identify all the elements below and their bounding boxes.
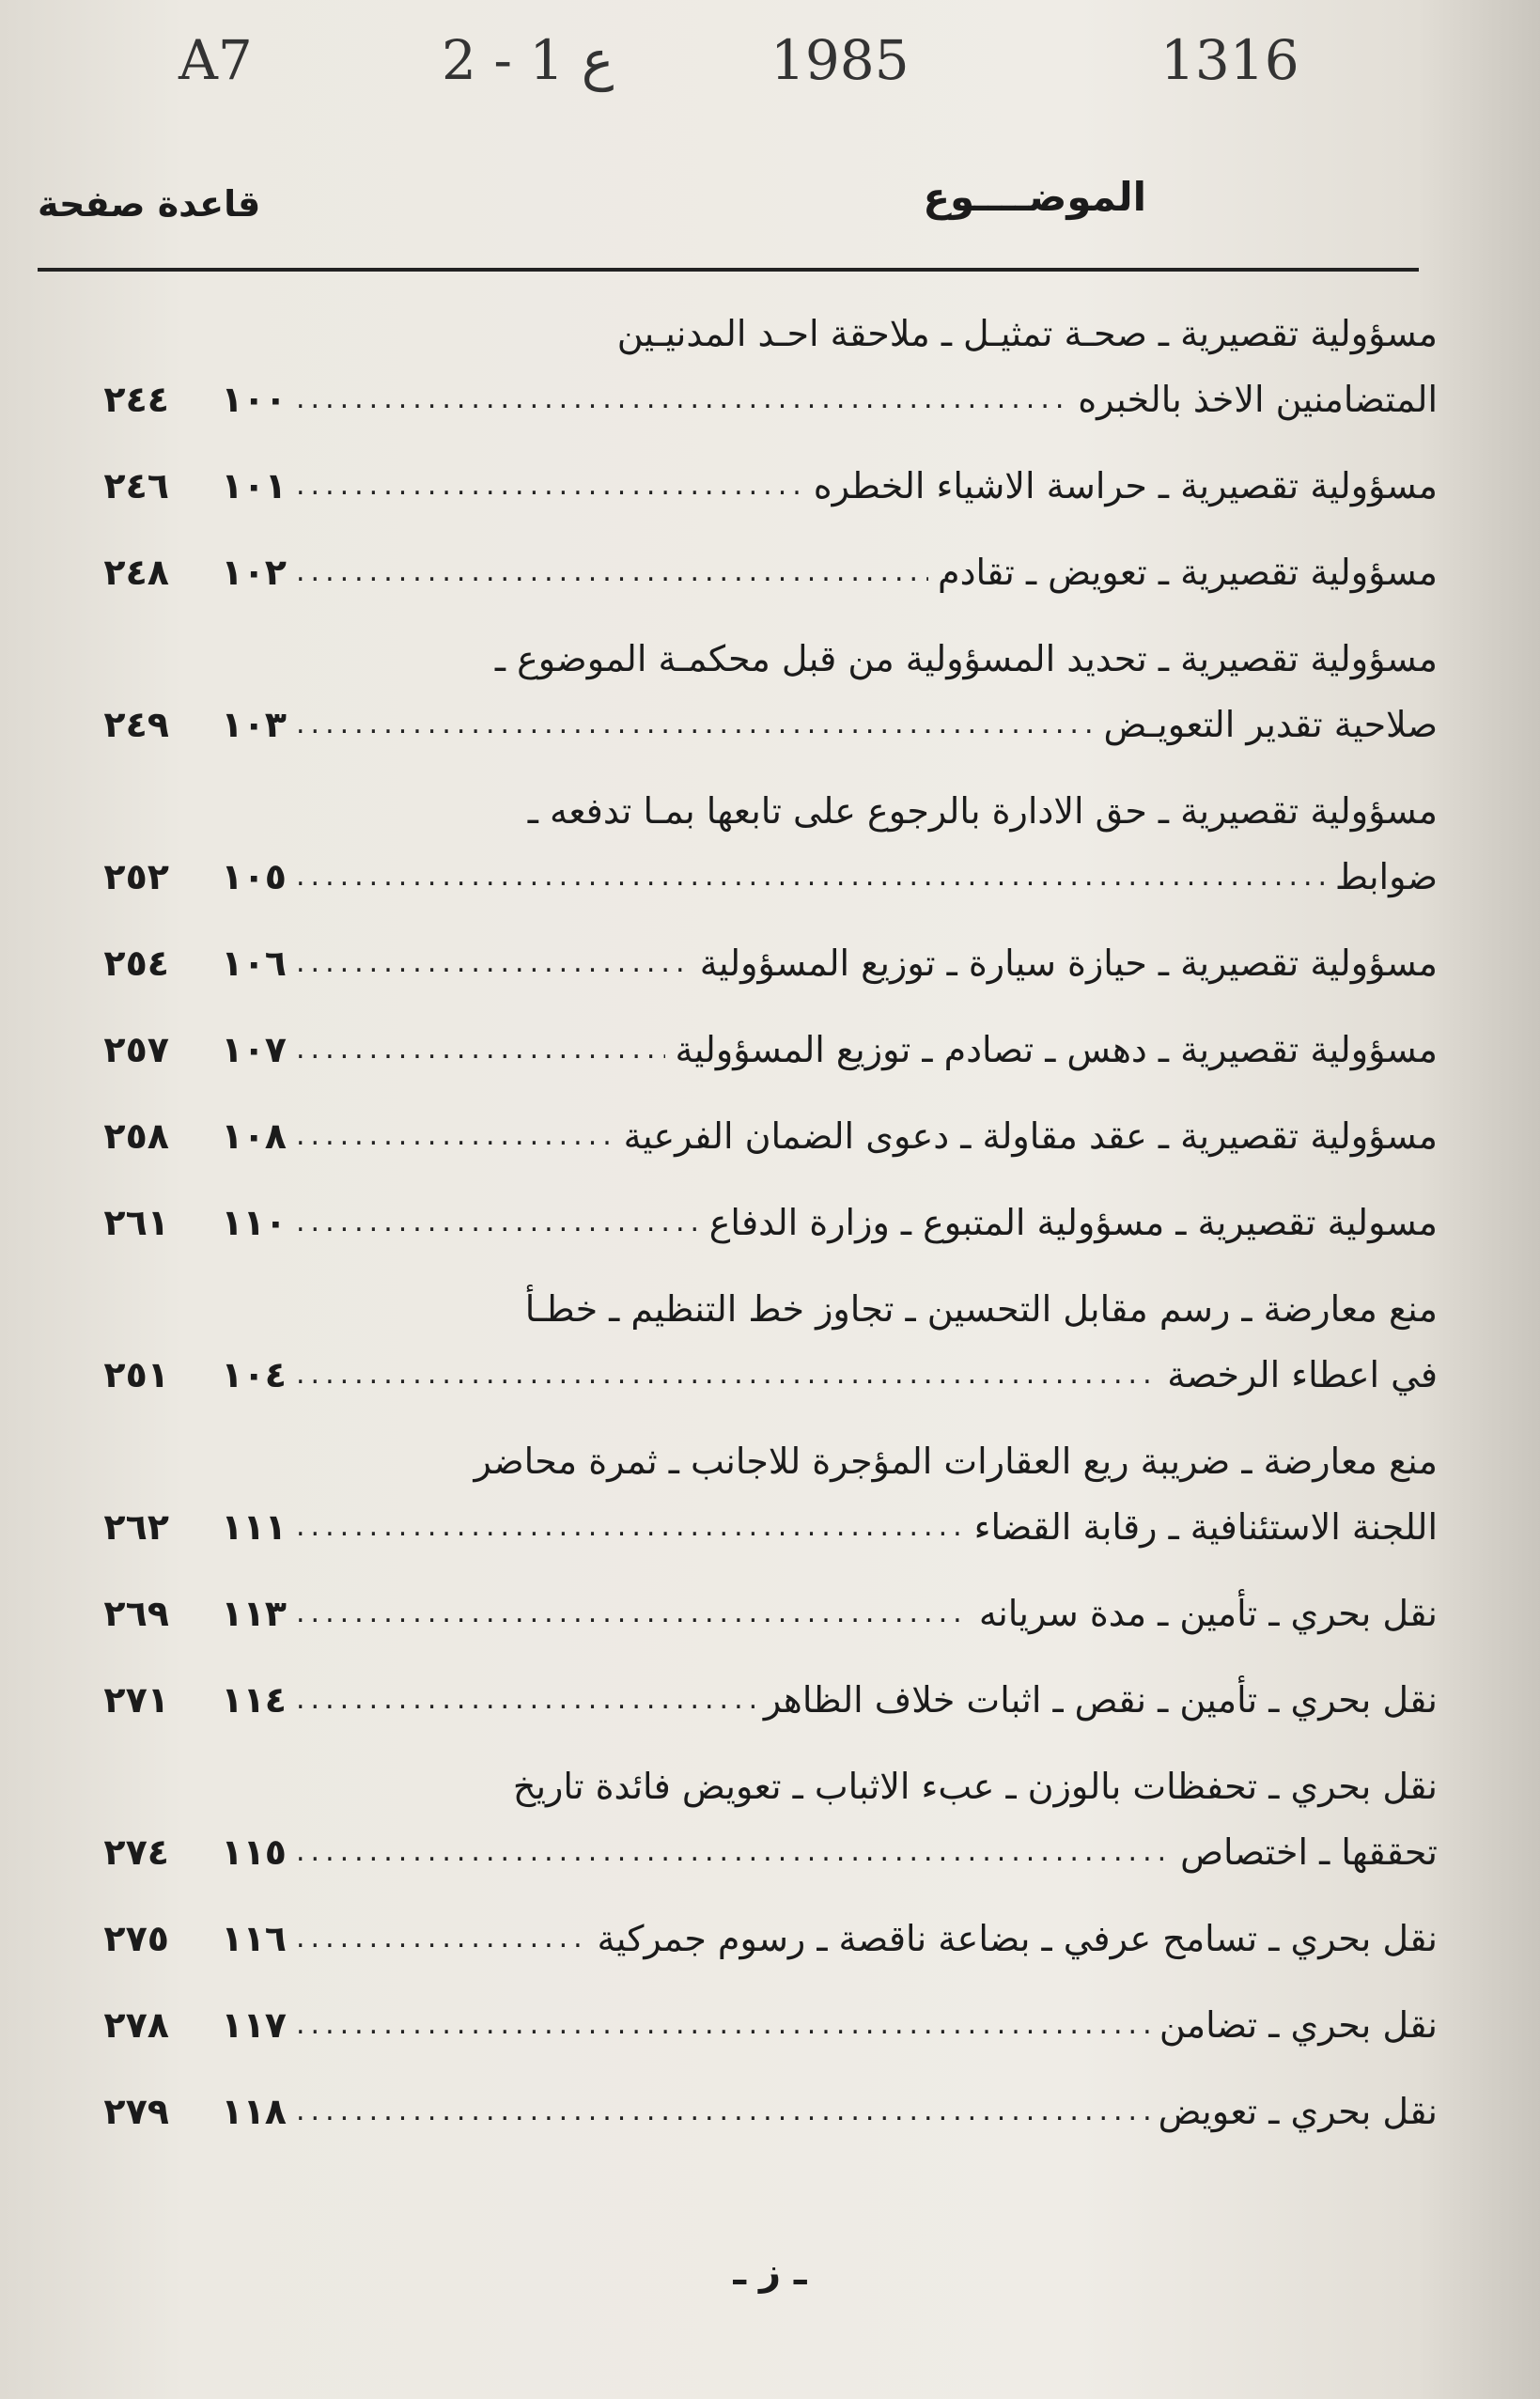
index-entry xyxy=(75,1753,1438,1885)
rule-number: ١١٨ xyxy=(221,2091,287,2132)
entry-reference xyxy=(75,844,287,910)
index-entry xyxy=(75,453,1438,519)
entry-text: مسؤولية تقصيرية ـ حيازة سيارة ـ توزيع المسؤولية xyxy=(699,942,1438,984)
entry-text: مسولية تقصيرية ـ مسؤولية المتبوع ـ وزارة الدفاع xyxy=(708,1202,1438,1243)
entry-text: مسؤولية تقصيرية ـ حق الادارة بالرجوع على تابعها بمـا تدفعه ـ xyxy=(527,790,1438,832)
page-number: ٢٦٢ xyxy=(103,1506,169,1548)
rule-number: ١١٣ xyxy=(221,1593,287,1634)
entry-line xyxy=(75,366,1438,432)
dot-leader xyxy=(296,539,928,605)
index-entry xyxy=(75,2079,1438,2144)
entry-text: نقل بحري ـ تضامن xyxy=(1159,2004,1438,2046)
entry-text: نقل بحري ـ تحفظات بالوزن ـ عبء الاثباب ـ تعويض فائدة تاريخ xyxy=(512,1766,1438,1807)
page-number: ٢٥٧ xyxy=(103,1029,169,1070)
page-letter: ـ ز ـ xyxy=(733,2251,807,2294)
dot-leader xyxy=(296,1190,700,1255)
entry-reference xyxy=(75,1342,287,1408)
rule-number: ١٠٨ xyxy=(221,1115,287,1157)
entry-line xyxy=(75,692,1438,757)
entry-text: مسؤولية تقصيرية ـ صحـة تمثيـل ـ ملاحقة احـد المدنيـين xyxy=(616,313,1438,354)
rule-number: ١٠٦ xyxy=(221,942,287,984)
dot-leader xyxy=(296,1017,665,1083)
dot-leader xyxy=(296,1103,614,1169)
dot-leader xyxy=(296,1494,965,1560)
entry-line xyxy=(75,1906,1438,1971)
entry-line xyxy=(75,2079,1438,2144)
entry-text: اللجنة الاستئنافية ـ رقابة القضاء xyxy=(973,1506,1438,1548)
rule-number: ١١٧ xyxy=(221,2004,287,2046)
entry-line xyxy=(75,1190,1438,1255)
page-number: ٢٤٤ xyxy=(103,379,169,420)
entry-text: مسؤولية تقصيرية ـ تحديد المسؤولية من قبل محكمـة الموضوع ـ xyxy=(494,638,1438,679)
page-number: ٢٧٨ xyxy=(103,2004,169,2046)
entry-text: مسؤولية تقصيرية ـ تعويض ـ تقادم xyxy=(938,552,1438,593)
entry-text: صلاحية تقدير التعويـض xyxy=(1103,704,1438,745)
page-number: ٢٧٩ xyxy=(103,2091,169,2132)
entry-text: تحققها ـ اختصاص xyxy=(1180,1831,1438,1873)
entry-reference xyxy=(75,1190,287,1255)
entry-text: المتضامنين الاخذ بالخبره xyxy=(1078,379,1438,420)
rule-page-column-heading: قاعدة صفحة xyxy=(38,183,261,225)
index-entry xyxy=(75,1992,1438,2058)
dot-leader xyxy=(296,1906,587,1971)
entry-line xyxy=(75,778,1438,844)
entry-text: نقل بحري ـ تأمين ـ مدة سريانه xyxy=(978,1593,1438,1634)
dot-leader xyxy=(296,1667,754,1733)
entry-reference xyxy=(75,930,287,996)
handwritten-note-a7: A7 xyxy=(179,28,253,92)
header-divider xyxy=(38,268,1419,272)
entry-line xyxy=(75,1753,1438,1819)
rule-number: ١١١ xyxy=(221,1506,287,1548)
page-number: ٢٥٢ xyxy=(103,856,169,897)
rule-number: ١١٠ xyxy=(221,1202,287,1243)
rule-number: ١٠٥ xyxy=(221,856,287,897)
index-entry xyxy=(75,539,1438,605)
page-number: ٢٦١ xyxy=(103,1202,169,1243)
entry-text: منع معارضة ـ ضريبة ريع العقارات المؤجرة للاجانب ـ ثمرة محاضر xyxy=(474,1441,1438,1482)
entry-line xyxy=(75,1581,1438,1646)
page-number: ٢٤٨ xyxy=(103,552,169,593)
entry-reference xyxy=(75,1906,287,1971)
rule-number: ١٠٢ xyxy=(221,552,287,593)
entry-reference xyxy=(75,453,287,519)
entry-text: مسؤولية تقصيرية ـ عقد مقاولة ـ دعوى الضمان الفرعية xyxy=(623,1115,1438,1157)
rule-number: ١٠٠ xyxy=(221,379,287,420)
index-entry xyxy=(75,778,1438,910)
entry-reference xyxy=(75,1017,287,1083)
entry-line xyxy=(75,626,1438,692)
entry-reference xyxy=(75,2079,287,2144)
page-number: ٢٦٩ xyxy=(103,1593,169,1634)
entry-reference xyxy=(75,539,287,605)
entry-text: نقل بحري ـ تأمين ـ نقص ـ اثبات خلاف الظاهر xyxy=(763,1679,1438,1721)
handwritten-note-volume: 2 - 1 ع xyxy=(442,28,614,92)
entry-line xyxy=(75,844,1438,910)
entry-line xyxy=(75,1342,1438,1408)
index-entry xyxy=(75,1103,1438,1169)
entry-line xyxy=(75,1103,1438,1169)
dot-leader xyxy=(296,1342,1158,1408)
rule-number: ١٠٧ xyxy=(221,1029,287,1070)
dot-leader xyxy=(296,692,1094,757)
entry-line xyxy=(75,453,1438,519)
index-entry xyxy=(75,1667,1438,1733)
rule-number: ١٠٣ xyxy=(221,704,287,745)
index-entry xyxy=(75,301,1438,432)
index-entry xyxy=(75,1906,1438,1971)
entry-line xyxy=(75,930,1438,996)
dot-leader xyxy=(296,1819,1171,1885)
entry-text: مسؤولية تقصيرية ـ دهس ـ تصادم ـ توزيع المسؤولية xyxy=(675,1029,1438,1070)
page-number: ٢٧٥ xyxy=(103,1918,169,1959)
entry-line xyxy=(75,301,1438,366)
handwritten-note-number: 1316 xyxy=(1160,28,1299,92)
page-number: ٢٥١ xyxy=(103,1354,169,1395)
index-entry xyxy=(75,1017,1438,1083)
entry-text: نقل بحري ـ تعويض xyxy=(1158,2091,1438,2132)
handwritten-note-year: 1985 xyxy=(770,28,910,92)
dot-leader xyxy=(296,844,1326,910)
entry-line xyxy=(75,1667,1438,1733)
rule-number: ١١٤ xyxy=(221,1679,287,1721)
index-entry xyxy=(75,930,1438,996)
entry-text: ضوابط xyxy=(1334,856,1438,897)
page-number: ٢٧٤ xyxy=(103,1831,169,1873)
entry-line xyxy=(75,1494,1438,1560)
dot-leader xyxy=(296,1992,1150,2058)
rule-number: ١١٦ xyxy=(221,1918,287,1959)
index-entry xyxy=(75,1428,1438,1560)
page-number: ٢٤٦ xyxy=(103,465,169,506)
rule-number: ١٠١ xyxy=(221,465,287,506)
dot-leader xyxy=(296,930,691,996)
index-header xyxy=(38,174,1419,240)
dot-leader xyxy=(296,2079,1149,2144)
entry-line xyxy=(75,1992,1438,2058)
entry-line xyxy=(75,1428,1438,1494)
index-entry xyxy=(75,1276,1438,1408)
index-entries xyxy=(75,301,1438,2165)
entry-text: منع معارضة ـ رسم مقابل التحسين ـ تجاوز خط التنظيم ـ خطـأ xyxy=(524,1288,1438,1330)
entry-line xyxy=(75,1276,1438,1342)
rule-number: ١٠٤ xyxy=(221,1354,287,1395)
entry-reference xyxy=(75,1494,287,1560)
entry-text: في اعطاء الرخصة xyxy=(1167,1354,1438,1395)
dot-leader xyxy=(296,453,804,519)
index-entry xyxy=(75,1190,1438,1255)
entry-reference xyxy=(75,1103,287,1169)
subject-column-heading: الموضــــوع xyxy=(923,174,1146,220)
entry-line xyxy=(75,1017,1438,1083)
entry-reference xyxy=(75,366,287,432)
rule-number: ١١٥ xyxy=(221,1831,287,1873)
page-number: ٢٧١ xyxy=(103,1679,169,1721)
entry-reference xyxy=(75,1992,287,2058)
dot-leader xyxy=(296,366,1068,432)
entry-line xyxy=(75,1819,1438,1885)
page-number: ٢٥٤ xyxy=(103,942,169,984)
entry-reference xyxy=(75,1819,287,1885)
entry-reference xyxy=(75,692,287,757)
dot-leader xyxy=(296,1581,970,1646)
page-number: ٢٥٨ xyxy=(103,1115,169,1157)
page-number: ٢٤٩ xyxy=(103,704,169,745)
index-entry xyxy=(75,1581,1438,1646)
entry-reference xyxy=(75,1581,287,1646)
index-entry xyxy=(75,626,1438,757)
entry-reference xyxy=(75,1667,287,1733)
entry-text: نقل بحري ـ تسامح عرفي ـ بضاعة ناقصة ـ رسوم جمركية xyxy=(597,1918,1438,1959)
entry-line xyxy=(75,539,1438,605)
entry-text: مسؤولية تقصيرية ـ حراسة الاشياء الخطره xyxy=(813,465,1438,506)
